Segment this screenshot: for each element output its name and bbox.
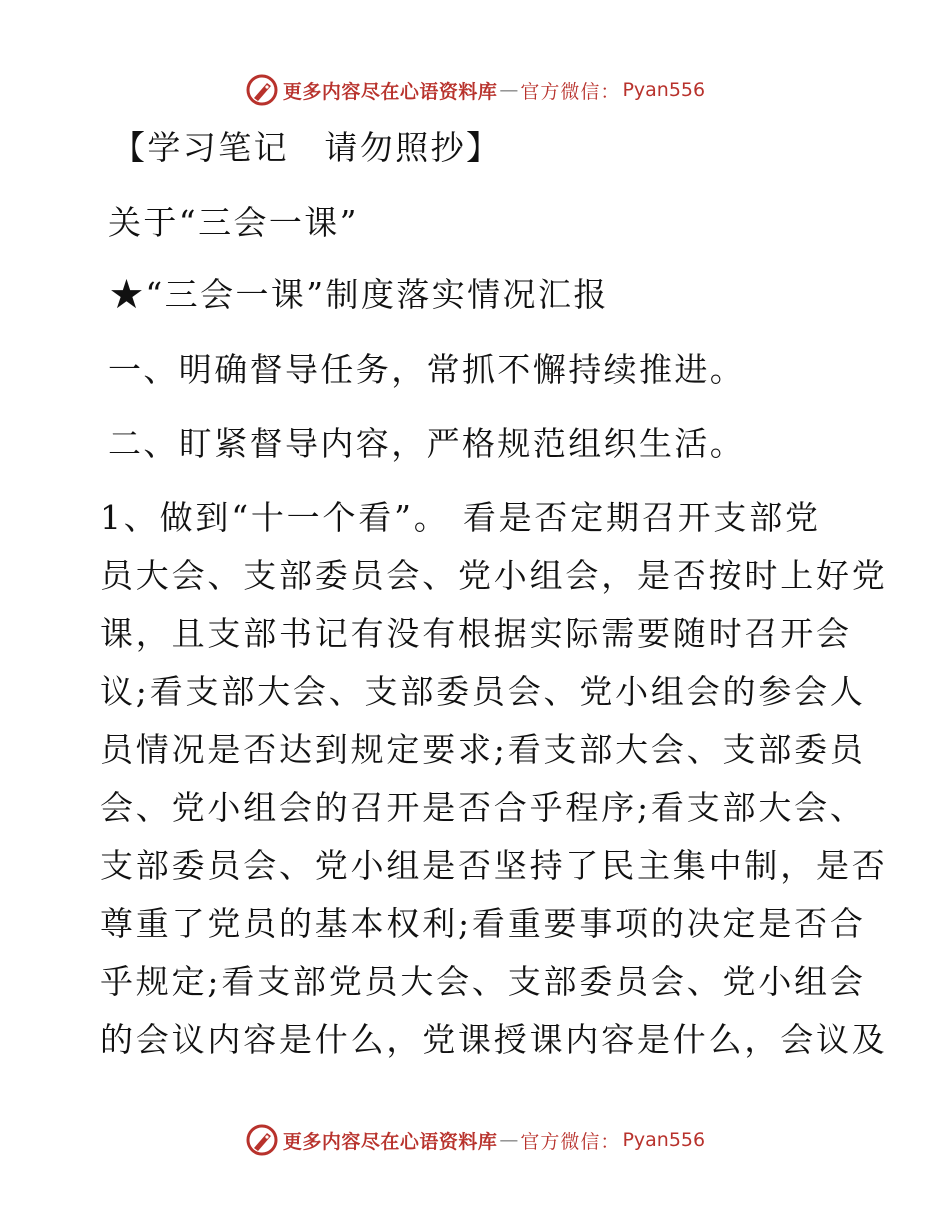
section-heading-1: 一、明确督导任务，常抓不懈持续推进。 bbox=[108, 350, 746, 389]
paragraph-line: 乎规定;看支部党员大会、支部委员会、党小组会 bbox=[100, 962, 866, 1001]
topic-title: 关于“三会一课” bbox=[108, 203, 359, 242]
paragraph-line: 议;看支部大会、支部委员会、党小组会的参会人 bbox=[100, 672, 866, 711]
paragraph-line: 会、党小组会的召开是否合乎程序;看支部大会、 bbox=[100, 788, 866, 827]
section-heading-2: 二、盯紧督导内容，严格规范组织生活。 bbox=[108, 424, 746, 463]
paragraph-line: 支部委员会、党小组是否坚持了民主集中制，是否 bbox=[100, 846, 888, 885]
paragraph-line: 1、做到“十一个看”。 看是否定期召开支部党 bbox=[100, 498, 821, 537]
body-paragraph bbox=[100, 498, 888, 1078]
watermark-header bbox=[0, 70, 950, 110]
paragraph-line: 的会议内容是什么，党课授课内容是什么，会议及 bbox=[100, 1020, 888, 1059]
watermark-brand: 更多内容尽在心语资料库 bbox=[282, 1130, 498, 1153]
watermark-dash: — bbox=[499, 1129, 519, 1151]
watermark-footer bbox=[0, 1120, 950, 1160]
watermark-brand: 更多内容尽在心语资料库 bbox=[282, 80, 498, 103]
pen-nib-logo-icon bbox=[245, 1123, 279, 1157]
paragraph-line: 员情况是否达到规定要求;看支部大会、支部委员 bbox=[100, 730, 866, 769]
watermark-dash: — bbox=[499, 79, 519, 101]
watermark-wechat-label: 官方微信： bbox=[520, 1130, 621, 1153]
paragraph-line: 尊重了党员的基本权利;看重要事项的决定是否合 bbox=[100, 904, 866, 943]
watermark-wechat-id: Pyan556 bbox=[622, 1129, 706, 1151]
pen-nib-logo-icon bbox=[245, 73, 279, 107]
watermark-wechat-id: Pyan556 bbox=[622, 79, 706, 101]
paragraph-line: 课，且支部书记有没有根据实际需要随时召开会 bbox=[100, 614, 852, 653]
paragraph-line: 员大会、支部委员会、党小组会，是否按时上好党 bbox=[100, 556, 888, 595]
watermark-wechat-label: 官方微信： bbox=[520, 80, 621, 103]
report-title: ★“三会一课”制度落实情况汇报 bbox=[110, 275, 609, 314]
note-heading: 【学习笔记 请勿照抄】 bbox=[112, 128, 502, 167]
